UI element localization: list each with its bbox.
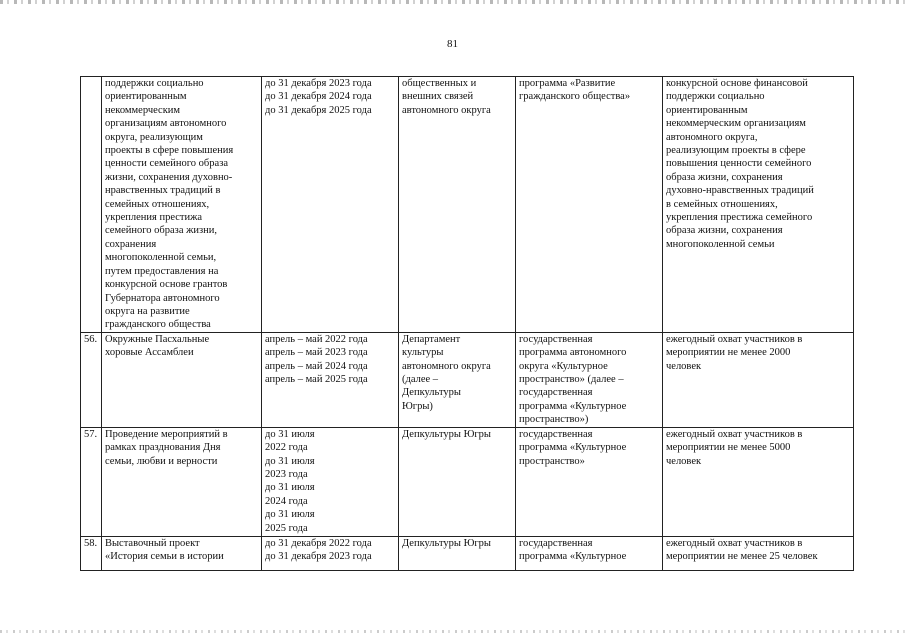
program-cell: программа «Развитие гражданского общества» xyxy=(516,77,663,333)
row-number: 57. xyxy=(81,427,102,536)
page-number: 81 xyxy=(447,38,458,50)
executor-cell: Департамент культуры автономного округа (далее – Депкультуры Югры) xyxy=(399,332,516,427)
executor-cell: Депкультуры Югры xyxy=(399,536,516,570)
row-number: 58. xyxy=(81,536,102,570)
executor-cell: Депкультуры Югры xyxy=(399,427,516,536)
row-number xyxy=(81,77,102,333)
dates-cell: до 31 июля 2022 года до 31 июля 2023 года до 31 июля 2024 года до 31 июля 2025 года xyxy=(262,427,399,536)
plan-table xyxy=(80,76,854,571)
table-row xyxy=(81,77,854,333)
row-number: 56. xyxy=(81,332,102,427)
scan-edge-bottom xyxy=(0,630,905,633)
event-cell: Проведение мероприятий в рамках празднования Дня семьи, любви и верности xyxy=(102,427,262,536)
table-row xyxy=(81,427,854,536)
result-cell: ежегодный охват участников в мероприятии не менее 5000 человек xyxy=(663,427,854,536)
event-cell: Выставочный проект «История семьи в истории xyxy=(102,536,262,570)
event-cell: поддержки социально ориентированным некоммерческим организациям автономного округа, реализующим проекты в сфере повышения ценности семейного образа жизни, сохранения духовно- нравственных традиций в семейных отношениях, укрепления престижа семейного образа жизни, сохранения многопоколенной семьи, путем предоставления на конкурсной основе грантов Губернатора автономного округа на развитие гражданского общества xyxy=(102,77,262,333)
dates-cell: до 31 декабря 2022 года до 31 декабря 2023 года xyxy=(262,536,399,570)
scan-edge-top xyxy=(0,0,905,4)
dates-cell: апрель – май 2022 года апрель – май 2023 года апрель – май 2024 года апрель – май 2025 года xyxy=(262,332,399,427)
executor-cell: общественных и внешних связей автономного округа xyxy=(399,77,516,333)
result-cell: ежегодный охват участников в мероприятии не менее 2000 человек xyxy=(663,332,854,427)
table-row xyxy=(81,536,854,570)
result-cell: конкурсной основе финансовой поддержки социально ориентированным некоммерческим организациям автономного округа, реализующим проекты в сфере повышения ценности семейного образа жизни, сохранения духовно-нравственных традиций в семейных отношениях, укрепления престижа семейного образа жизни, сохранения многопоколенной семьи xyxy=(663,77,854,333)
program-cell: государственная программа «Культурное xyxy=(516,536,663,570)
program-cell: государственная программа «Культурное пространство» xyxy=(516,427,663,536)
table-row xyxy=(81,332,854,427)
result-cell: ежегодный охват участников в мероприятии не менее 25 человек xyxy=(663,536,854,570)
dates-cell: до 31 декабря 2023 года до 31 декабря 2024 года до 31 декабря 2025 года xyxy=(262,77,399,333)
event-cell: Окружные Пасхальные хоровые Ассамблеи xyxy=(102,332,262,427)
program-cell: государственная программа автономного округа «Культурное пространство» (далее – государственная программа «Культурное пространство») xyxy=(516,332,663,427)
